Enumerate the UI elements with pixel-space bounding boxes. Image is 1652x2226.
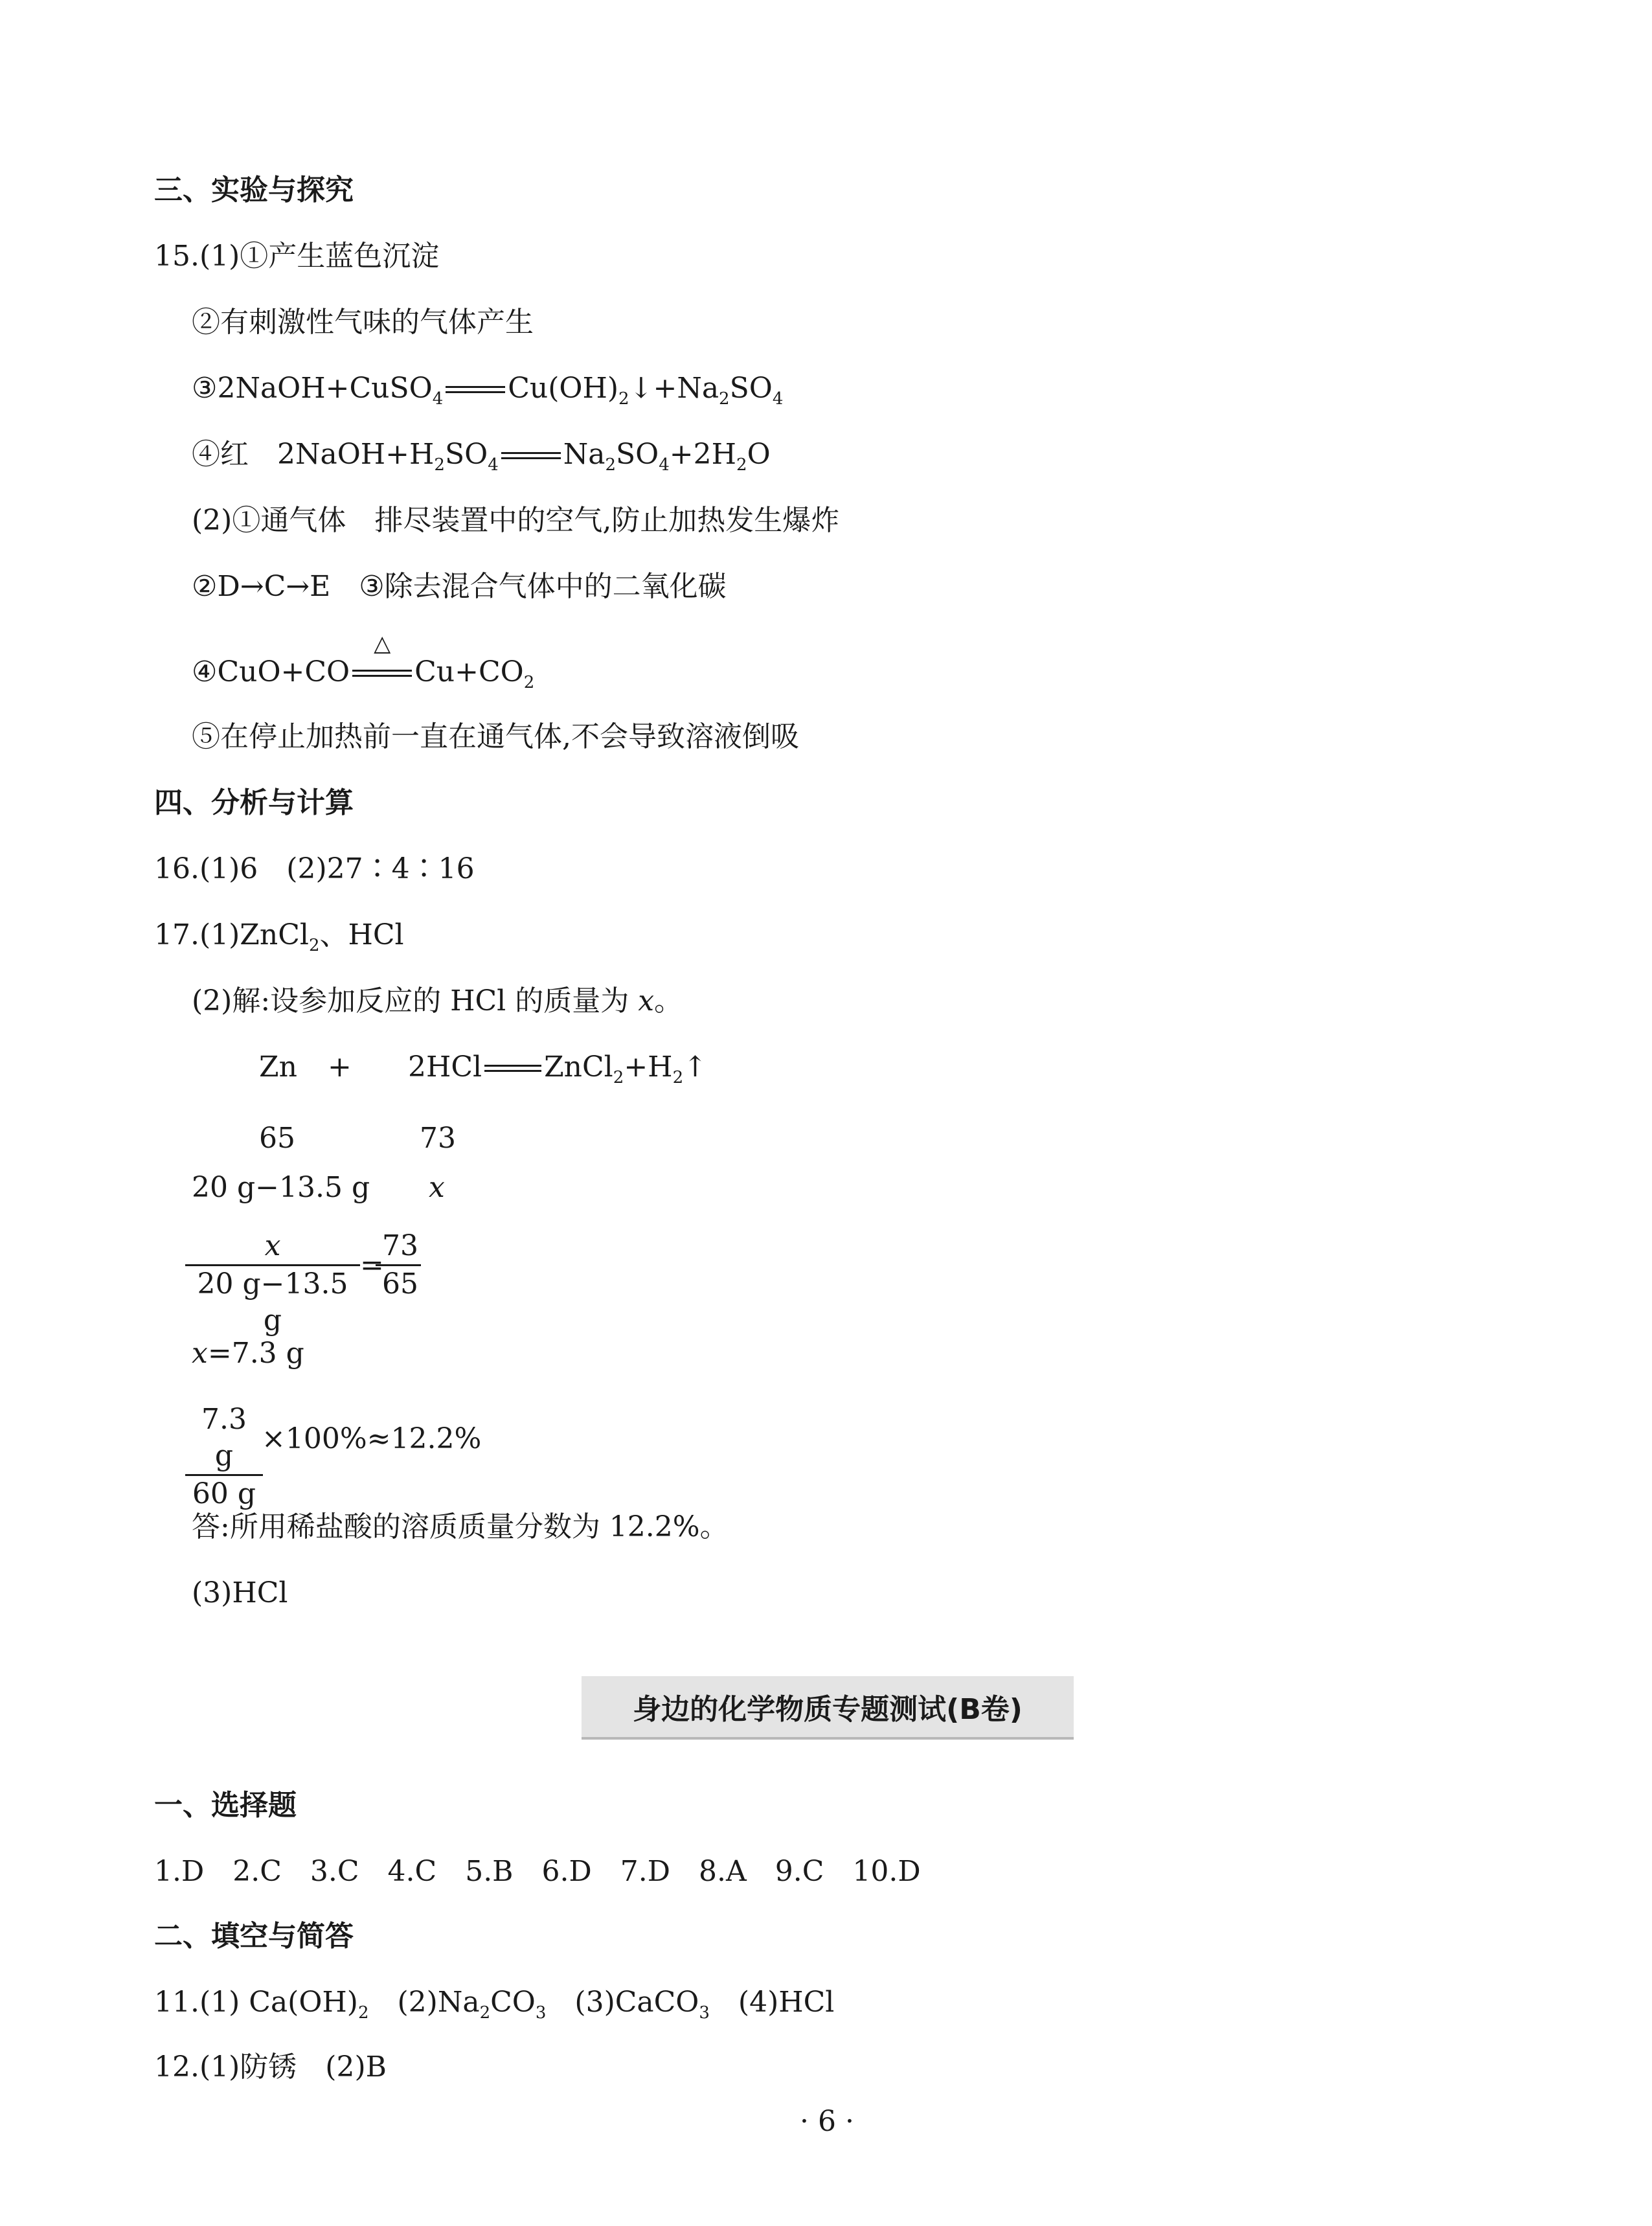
percent-result: ×100%≈12.2% xyxy=(262,1422,482,1455)
ratio-left: $\frac{x}{20 g-13.5 g}$ xyxy=(185,1228,360,1339)
molar-mass-hcl: 73 xyxy=(420,1122,456,1155)
page-number: · 6 · xyxy=(800,2105,854,2138)
q15-line-8: ⑤在停止加热前一直在通气体,不会导致溶液倒吸 xyxy=(192,720,799,753)
q17-line-1: 17.(1)ZnCl$_2$、HCl xyxy=(154,918,404,955)
eq-zn: Zn xyxy=(259,1051,297,1084)
molar-mass-zn: 65 xyxy=(259,1122,295,1155)
percent-fraction: $\frac{7.3 g}{60 g}$ xyxy=(185,1402,263,1512)
q16-answer: 16.(1)6 (2)27∶4∶16 xyxy=(154,852,475,885)
heat-equals-icon: △ xyxy=(350,654,414,690)
q15-line-5: (2)①通气体 排尽装置中的空气,防止加热发生爆炸 xyxy=(192,504,840,537)
q17-answer: 答:所用稀盐酸的溶质质量分数为 12.2%。 xyxy=(192,1510,729,1543)
section-heading-calculation: 四、分析与计算 xyxy=(154,786,354,819)
eq-plus: + xyxy=(328,1051,352,1084)
q15-line-2: ②有刺激性气味的气体产生 xyxy=(192,306,534,339)
double-line-equals-icon xyxy=(443,370,508,407)
ratio-equals: = xyxy=(360,1249,384,1282)
q17-solution-intro: (2)解:设参加反应的 HCl 的质量为 x。 xyxy=(192,984,683,1017)
q15-equation-3: ④CuO+CO △ $Cu+CO_2$ xyxy=(192,631,535,692)
q12-answer: 12.(1)防锈 (2)B xyxy=(154,2050,387,2084)
section-heading-choice: 一、选择题 xyxy=(154,1789,297,1822)
choice-answers: 1.D 2.C 3.C 4.C 5.B 6.D 7.D 8.A 9.C 10.D xyxy=(154,1855,921,1888)
ratio-right: $\frac{73}{65}$ xyxy=(376,1228,421,1302)
section-heading-experiment: 三、实验与探究 xyxy=(154,174,354,207)
section-heading-fill: 二、填空与简答 xyxy=(154,1920,354,1953)
q11-answer: 11.(1) $Ca(OH)_2$ $(2)Na_2CO_3$ (3)CaCO$_3$ (4)HCl xyxy=(154,1986,835,2023)
x-result: x=7.3 g xyxy=(192,1337,304,1370)
eq-hcl-products: 2HCl $ZnCl_2+H_2↑$ xyxy=(408,1051,707,1087)
q15-line-1: 15.(1)①产生蓝色沉淀 xyxy=(154,240,440,273)
q15-equation-1: ③2NaOH+CuSO$_4$ $Cu(OH)_2↓+Na_2SO_4$ xyxy=(192,372,784,409)
q17-part-3: (3)HCl xyxy=(192,1576,288,1609)
q15-equation-2: ④红 $2NaOH+H_2SO_4$ $Na_2SO_4+2H_2O$ xyxy=(192,438,771,475)
double-line-equals-icon xyxy=(499,437,563,473)
section-banner-b-test: 身边的化学物质专题测试(B卷) xyxy=(582,1676,1074,1740)
q15-line-6: ②D→C→E ③除去混合气体中的二氧化碳 xyxy=(192,570,727,603)
mass-hcl-x: x xyxy=(429,1171,445,1204)
mass-zn: 20 g−13.5 g xyxy=(192,1171,370,1204)
double-line-equals-icon xyxy=(482,1049,544,1085)
